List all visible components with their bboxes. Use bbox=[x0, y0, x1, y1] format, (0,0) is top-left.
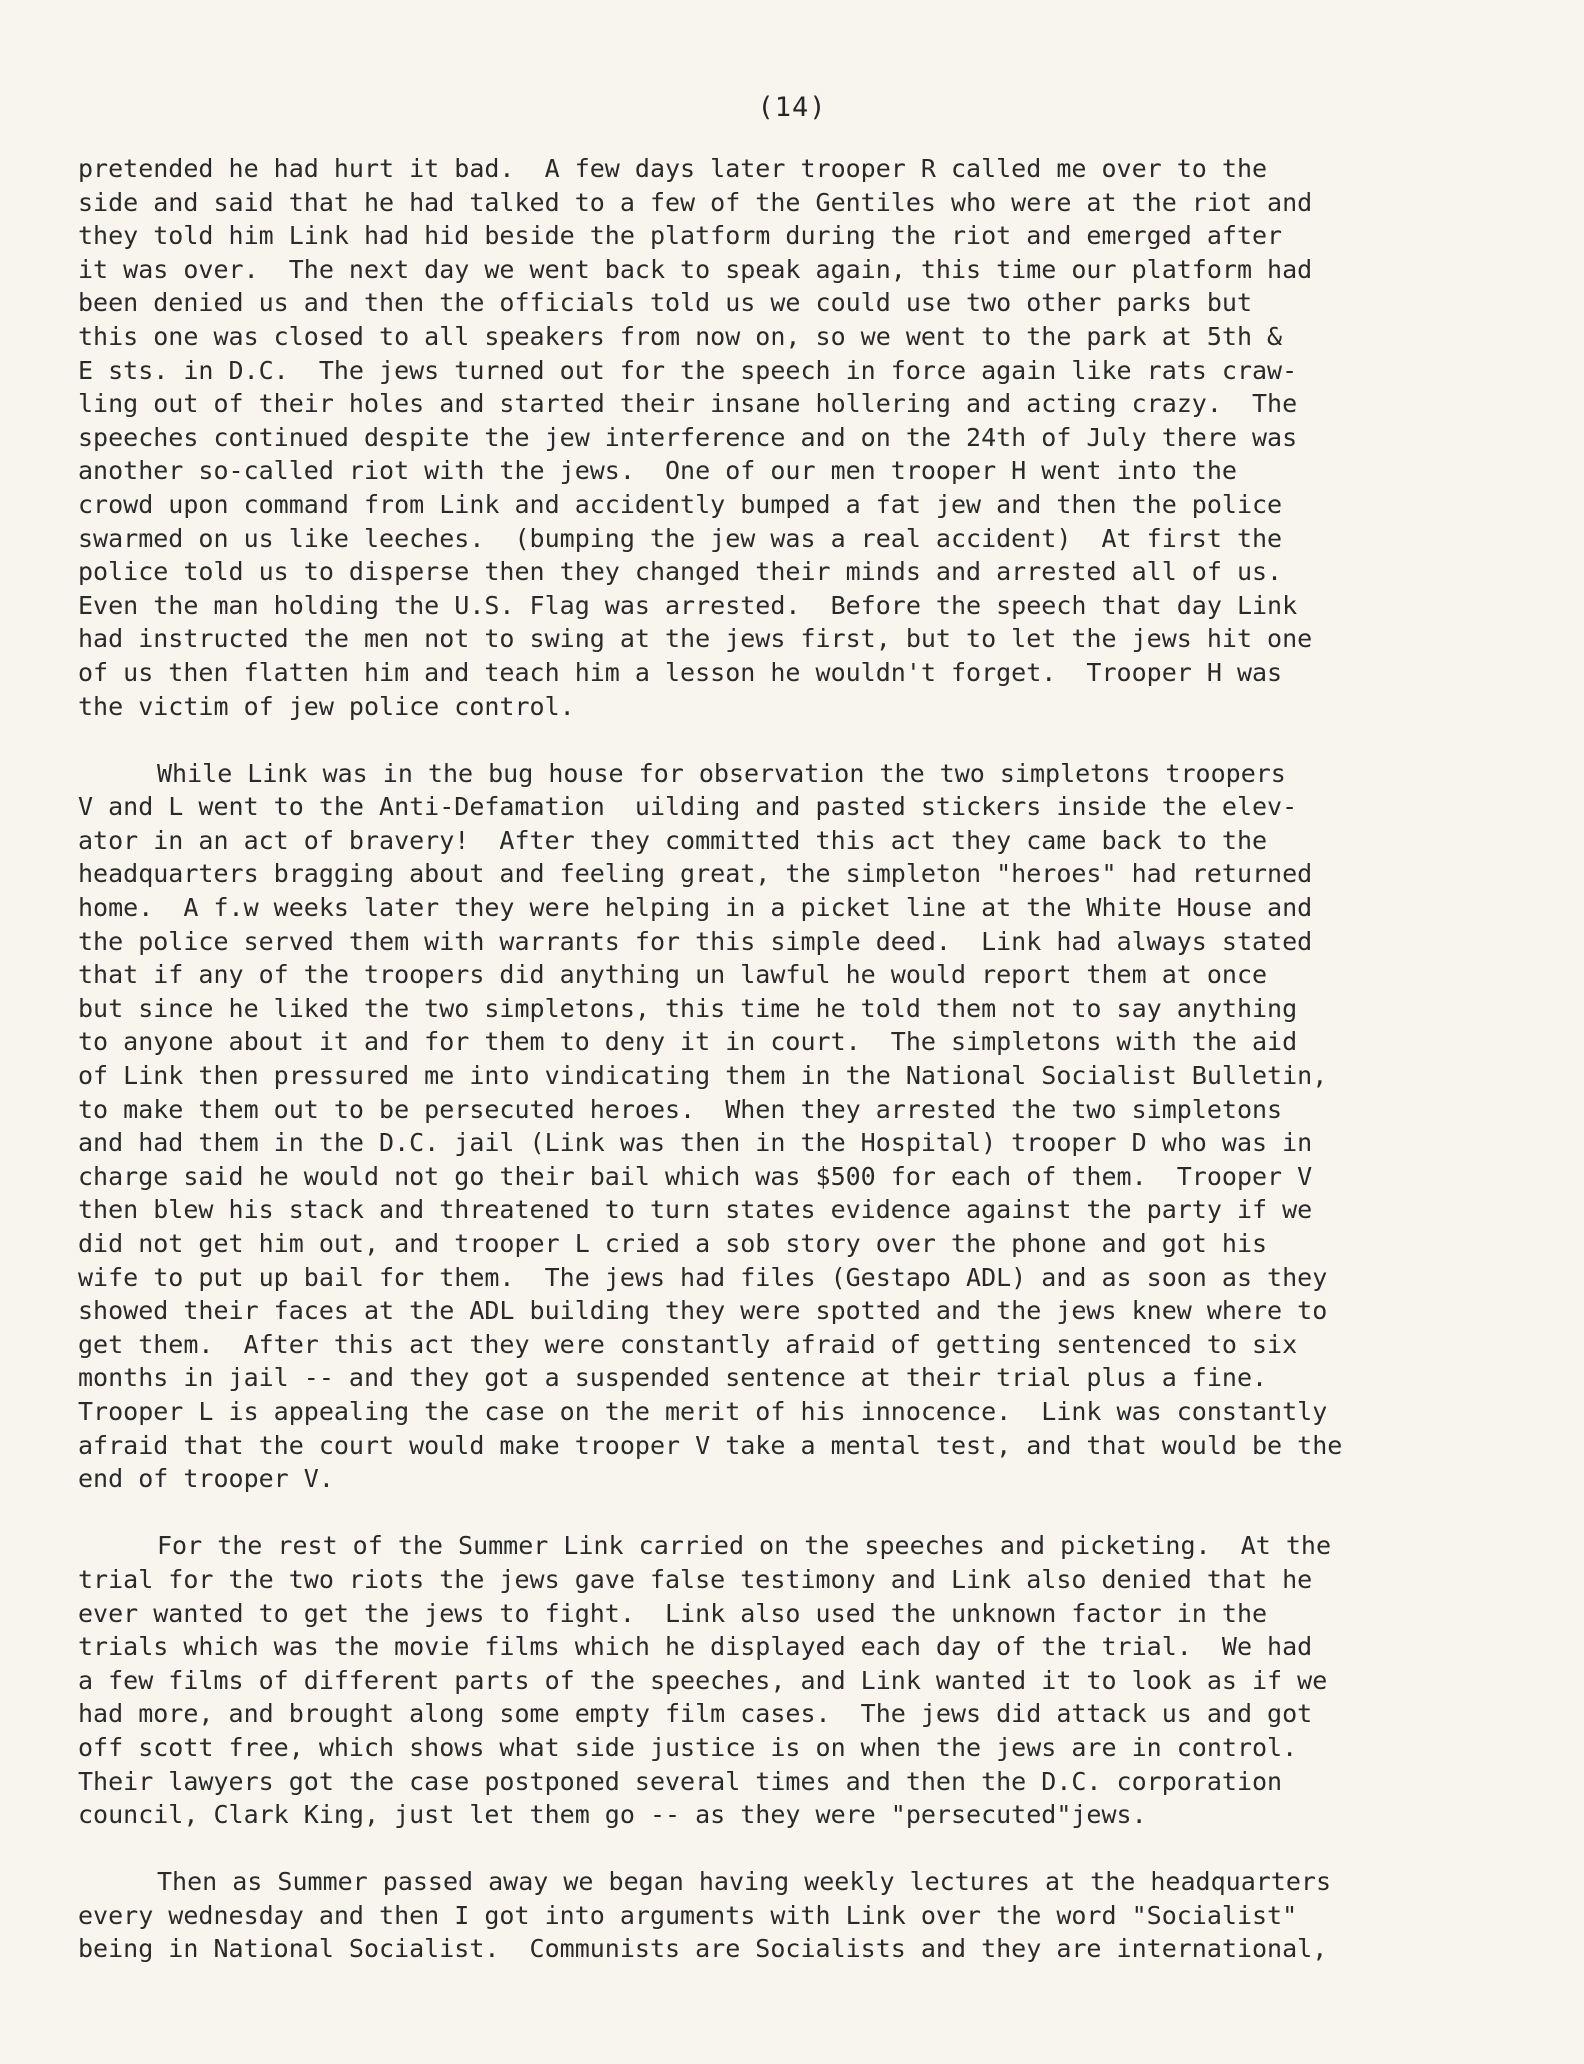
text-line: E sts. in D.C. The jews turned out for the speech in force again like rats craw- bbox=[78, 355, 1298, 385]
text-line: charge said he would not go their bail which was $500 for each of them. Trooper V bbox=[78, 1161, 1313, 1191]
text-line: it was over. The next day we went back to speak again, this time our platform had bbox=[78, 254, 1313, 284]
text-line: the victim of jew police control. bbox=[78, 691, 575, 721]
text-line: trial for the two riots the jews gave false testimony and Link also denied that he bbox=[78, 1564, 1313, 1594]
text-line: a few films of different parts of the speeches, and Link wanted it to look as if we bbox=[78, 1665, 1328, 1695]
text-line: speeches continued despite the jew interference and on the 24th of July there was bbox=[78, 422, 1298, 452]
paragraph bbox=[78, 1529, 1518, 1831]
text-line: off scott free, which shows what side justice is on when the jews are in control. bbox=[78, 1732, 1298, 1762]
text-line: While Link was in the bug house for observation the two simpletons troopers bbox=[157, 758, 1286, 788]
paragraph bbox=[78, 757, 1518, 1496]
text-line: Trooper L is appealing the case on the merit of his innocence. Link was constantly bbox=[78, 1396, 1328, 1426]
text-line: of Link then pressured me into vindicating them in the National Socialist Bulletin, bbox=[78, 1061, 1328, 1091]
text-line: police told us to disperse then they changed their minds and arrested all of us. bbox=[78, 557, 1283, 587]
text-line: being in National Socialist. Communists are Socialists and they are international, bbox=[78, 1934, 1328, 1964]
text-line: Their lawyers got the case postponed several times and then the D.C. corporation bbox=[78, 1766, 1283, 1796]
text-line: showed their faces at the ADL building they were spotted and the jews knew where to bbox=[78, 1296, 1328, 1326]
text-line: trials which was the movie films which he displayed each day of the trial. We had bbox=[78, 1632, 1313, 1662]
text-line: of us then flatten him and teach him a lesson he wouldn't forget. Trooper H was bbox=[78, 657, 1283, 687]
text-line: For the rest of the Summer Link carried on the speeches and picketing. At the bbox=[157, 1531, 1331, 1561]
text-line: headquarters bragging about and feeling great, the simpleton "heroes" had returned bbox=[78, 859, 1313, 889]
text-line: side and said that he had talked to a few of the Gentiles who were at the riot and bbox=[78, 187, 1313, 217]
text-line: ator in an act of bravery! After they committed this act they came back to the bbox=[78, 825, 1268, 855]
text-line: swarmed on us like leeches. (bumping the jew was a real accident) At first the bbox=[78, 523, 1283, 553]
text-line: crowd upon command from Link and accidently bumped a fat jew and then the police bbox=[78, 489, 1283, 519]
text-line: had instructed the men not to swing at the jews first, but to let the jews hit one bbox=[78, 624, 1313, 654]
text-line: they told him Link had hid beside the platform during the riot and emerged after bbox=[78, 221, 1283, 251]
text-line: home. A f.w weeks later they were helping in a picket line at the White House and bbox=[78, 893, 1313, 923]
text-line: the police served them with warrants for this simple deed. Link had always stated bbox=[78, 926, 1313, 956]
text-line: afraid that the court would make trooper V take a mental test, and that would be the bbox=[78, 1430, 1343, 1460]
text-line: been denied us and then the officials told us we could use two other parks but bbox=[78, 288, 1252, 318]
text-line: months in jail -- and they got a suspended sentence at their trial plus a fine. bbox=[78, 1363, 1268, 1393]
text-line: ever wanted to get the jews to fight. Link also used the unknown factor in the bbox=[78, 1598, 1268, 1628]
text-line: Then as Summer passed away we began having weekly lectures at the headquarters bbox=[157, 1867, 1331, 1897]
page-number: (14) bbox=[757, 92, 827, 123]
text-line: had more, and brought along some empty film cases. The jews did attack us and got bbox=[78, 1699, 1313, 1729]
text-line: to anyone about it and for them to deny it in court. The simpletons with the aid bbox=[78, 1027, 1298, 1057]
text-line: did not get him out, and trooper L cried a sob story over the phone and got his bbox=[78, 1229, 1268, 1258]
text-line: then blew his stack and threatened to turn states evidence against the party if we bbox=[78, 1195, 1313, 1225]
text-line: pretended he had hurt it bad. A few days later trooper R called me over to the bbox=[78, 154, 1268, 183]
text-line: to make them out to be persecuted heroes. When they arrested the two simpletons bbox=[78, 1094, 1283, 1124]
text-line: ling out of their holes and started their insane hollering and acting crazy. The bbox=[78, 389, 1298, 419]
text-line: end of trooper V. bbox=[78, 1464, 334, 1494]
paragraph bbox=[78, 152, 1518, 723]
text-line: and had them in the D.C. jail (Link was then in the Hospital) trooper D who was in bbox=[78, 1128, 1313, 1158]
document-body bbox=[78, 152, 1518, 1966]
text-line: V and L went to the Anti-Defamation uilding and pasted stickers inside the elev- bbox=[78, 792, 1298, 822]
text-line: this one was closed to all speakers from now on, so we went to the park at 5th & bbox=[78, 321, 1283, 351]
text-line: wife to put up bail for them. The jews had files (Gestapo ADL) and as soon as they bbox=[78, 1262, 1328, 1292]
text-line: another so-called riot with the jews. One of our men trooper H went into the bbox=[78, 456, 1237, 486]
text-line: get them. After this act they were constantly afraid of getting sentenced to six bbox=[78, 1329, 1298, 1359]
text-line: Even the man holding the U.S. Flag was arrested. Before the speech that day Link bbox=[78, 590, 1298, 620]
text-line: but since he liked the two simpletons, this time he told them not to say anything bbox=[78, 993, 1298, 1023]
paragraph bbox=[78, 1865, 1518, 1966]
text-line: council, Clark King, just let them go -- as they were "persecuted"jews. bbox=[78, 1800, 1147, 1830]
text-line: that if any of the troopers did anything un lawful he would report them at once bbox=[78, 960, 1268, 990]
text-line: every wednesday and then I got into arguments with Link over the word "Socialist" bbox=[78, 1900, 1298, 1930]
